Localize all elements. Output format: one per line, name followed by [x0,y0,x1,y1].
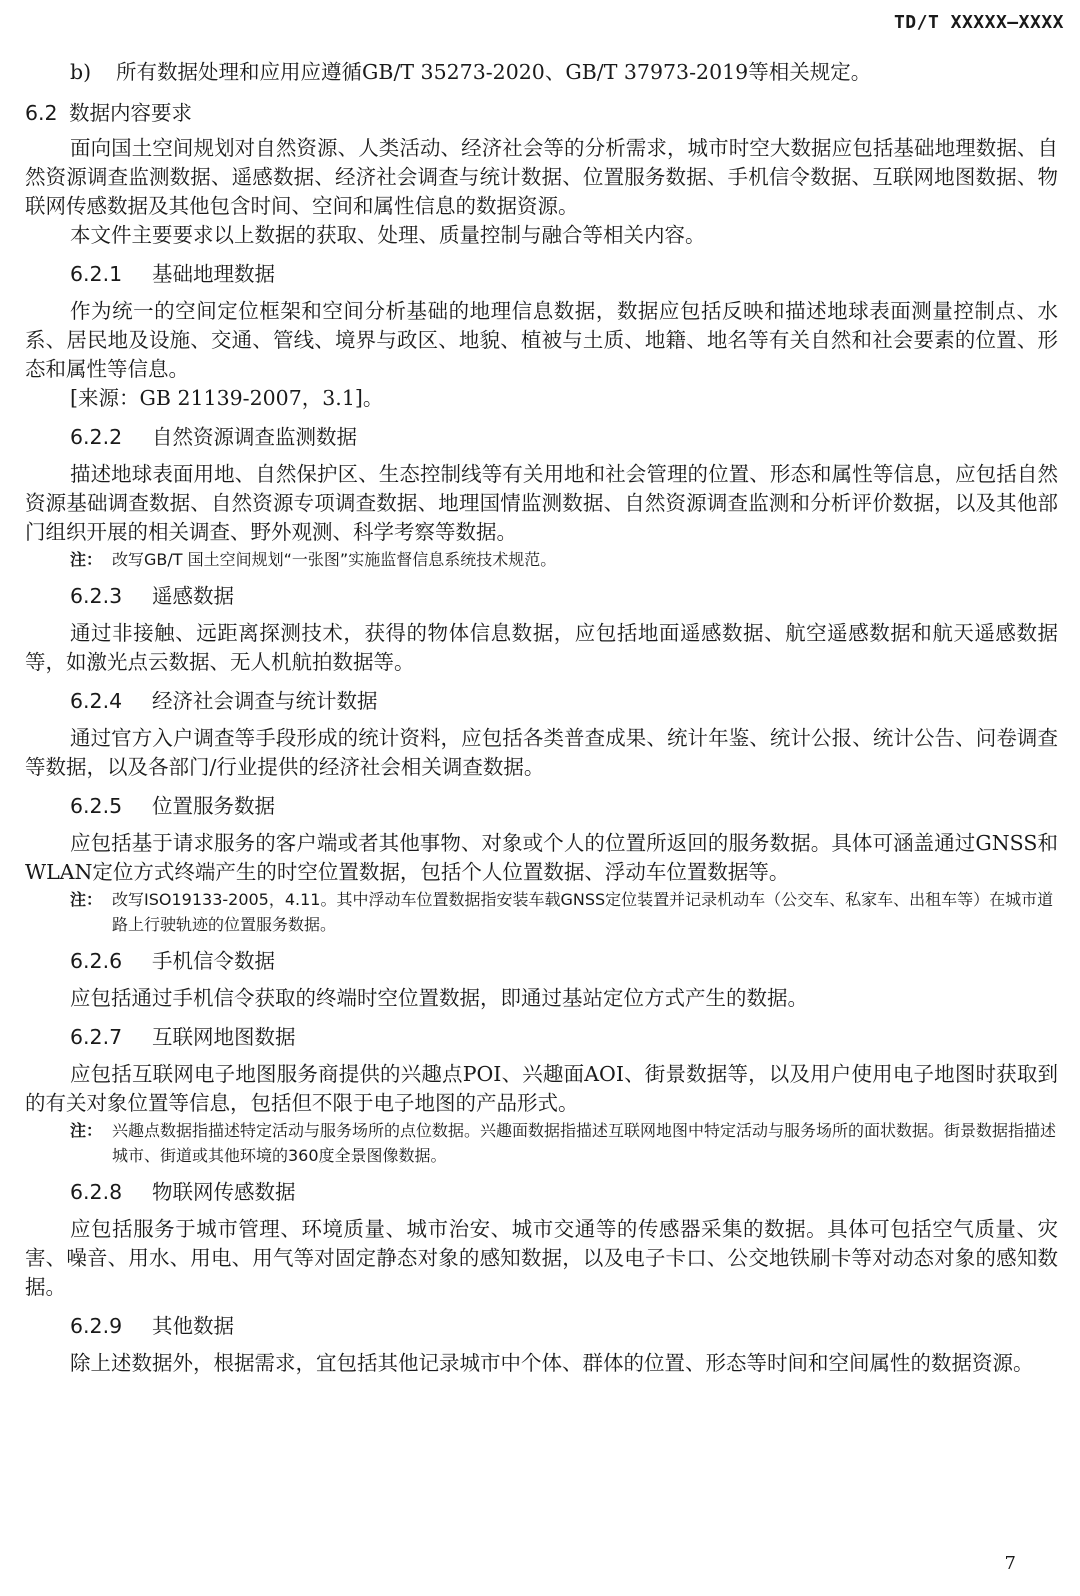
list-item-text: 所有数据处理和应用应遵循GB/T 35273-2020、GB/T 37973-2019等相关规定。 [116,60,872,84]
section-title: 互联网地图数据 [152,1025,296,1049]
section-number: 6.2.5 [70,794,123,818]
section-title: 数据内容要求 [69,101,192,125]
section-title: 自然资源调查监测数据 [152,425,357,449]
section-heading-6-2-4 [70,687,1058,716]
note-label: 注： [70,1121,103,1140]
paragraph: 应包括通过手机信令获取的终端时空位置数据，即通过基站定位方式产生的数据。 [70,986,808,1010]
section-number: 6.2 [25,101,58,125]
section-heading-6-2-3 [70,582,1058,611]
list-item-b [70,58,1058,87]
note-text: 改写ISO19133-2005，4.11。其中浮动车位置数据指安装车载GNSS定位装置并记录机动车（公交车、私家车、出租车等）在城市道路上行驶轨迹的位置服务数据。 [112,890,1054,934]
note-label: 注： [70,550,103,569]
paragraph: 描述地球表面用地、自然保护区、生态控制线等有关用地和社会管理的位置、形态和属性等信息，应包括自然资源基础调查数据、自然资源专项调查数据、地理国情监测数据、自然资源调查监测和分析评价数据，以及其他部门组织开展的相关调查、野外观测、科学考察等数据。 [25,462,1058,544]
paragraph: 应包括基于请求服务的客户端或者其他事物、对象或个人的位置所返回的服务数据。具体可涵盖通过GNSS和WLAN定位方式终端产生的时空位置数据，包括个人位置数据、浮动车位置数据等。 [25,831,1058,884]
paragraph: 本文件主要要求以上数据的获取、处理、质量控制与融合等相关内容。 [70,223,706,247]
section-title: 位置服务数据 [152,794,275,818]
paragraph: 作为统一的空间定位框架和空间分析基础的地理信息数据，数据应包括反映和描述地球表面测量控制点、水系、居民地及设施、交通、管线、境界与政区、地貌、植被与土质、地籍、地名等有关自然和社会要素的位置、形态和属性等信息。 [25,299,1058,381]
section-number: 6.2.6 [70,949,123,973]
note-text: 兴趣点数据指描述特定活动与服务场所的点位数据。兴趣面数据指描述互联网地图中特定活动与服务场所的面状数据。街景数据指描述城市、街道或其他环境的360度全景图像数据。 [112,1121,1057,1165]
document-body [25,58,1058,1378]
note [70,1118,1058,1168]
section-number: 6.2.4 [70,689,123,713]
section-number: 6.2.2 [70,425,123,449]
section-title: 其他数据 [152,1314,234,1338]
note-text: 改写GB/T 国土空间规划“一张图”实施监督信息系统技术规范。 [112,550,557,569]
section-title: 手机信令数据 [152,949,275,973]
paragraph: 通过非接触、远距离探测技术，获得的物体信息数据，应包括地面遥感数据、航空遥感数据和航天遥感数据等，如激光点云数据、无人机航拍数据等。 [25,621,1058,674]
section-heading-6-2-7 [70,1023,1058,1052]
note-label: 注： [70,890,103,909]
paragraph: 应包括服务于城市管理、环境质量、城市治安、城市交通等的传感器采集的数据。具体可包括空气质量、灾害、噪音、用水、用电、用气等对固定静态对象的感知数据，以及电子卡口、公交地铁刷卡等对动态对象的感知数据。 [25,1217,1058,1299]
section-title: 遥感数据 [152,584,234,608]
section-number: 6.2.7 [70,1025,123,1049]
section-heading-6-2-9 [70,1312,1058,1341]
section-heading-6-2-6 [70,947,1058,976]
section-number: 6.2.3 [70,584,123,608]
section-heading-6-2-8 [70,1178,1058,1207]
list-marker: b) [70,60,92,84]
section-number: 6.2.1 [70,262,123,286]
source-citation: [来源：GB 21139-2007，3.1]。 [70,386,384,410]
document-code: TD/T XXXXX—XXXX [893,12,1064,33]
paragraph: 通过官方入户调查等手段形成的统计资料，应包括各类普查成果、统计年鉴、统计公报、统计公告、问卷调查等数据，以及各部门/行业提供的经济社会相关调查数据。 [25,726,1058,779]
paragraph: 面向国土空间规划对自然资源、人类活动、经济社会等的分析需求，城市时空大数据应包括基础地理数据、自然资源调查监测数据、遥感数据、经济社会调查与统计数据、位置服务数据、手机信令数据、互联网地图数据、物联网传感数据及其他包含时间、空间和属性信息的数据资源。 [25,136,1058,218]
paragraph: 除上述数据外，根据需求，宜包括其他记录城市中个体、群体的位置、形态等时间和空间属性的数据资源。 [70,1351,1034,1375]
section-heading-6-2-5 [70,792,1058,821]
note [70,887,1058,937]
section-title: 基础地理数据 [152,262,275,286]
section-title: 经济社会调查与统计数据 [152,689,378,713]
page-number: 7 [1004,1553,1016,1574]
section-heading-6-2 [25,99,1058,128]
section-title: 物联网传感数据 [152,1180,296,1204]
section-number: 6.2.9 [70,1314,123,1338]
paragraph: 应包括互联网电子地图服务商提供的兴趣点POI、兴趣面AOI、街景数据等，以及用户使用电子地图时获取到的有关对象位置等信息，包括但不限于电子地图的产品形式。 [25,1062,1058,1115]
section-number: 6.2.8 [70,1180,123,1204]
section-heading-6-2-1 [70,260,1058,289]
section-heading-6-2-2 [70,423,1058,452]
note [70,547,1058,572]
